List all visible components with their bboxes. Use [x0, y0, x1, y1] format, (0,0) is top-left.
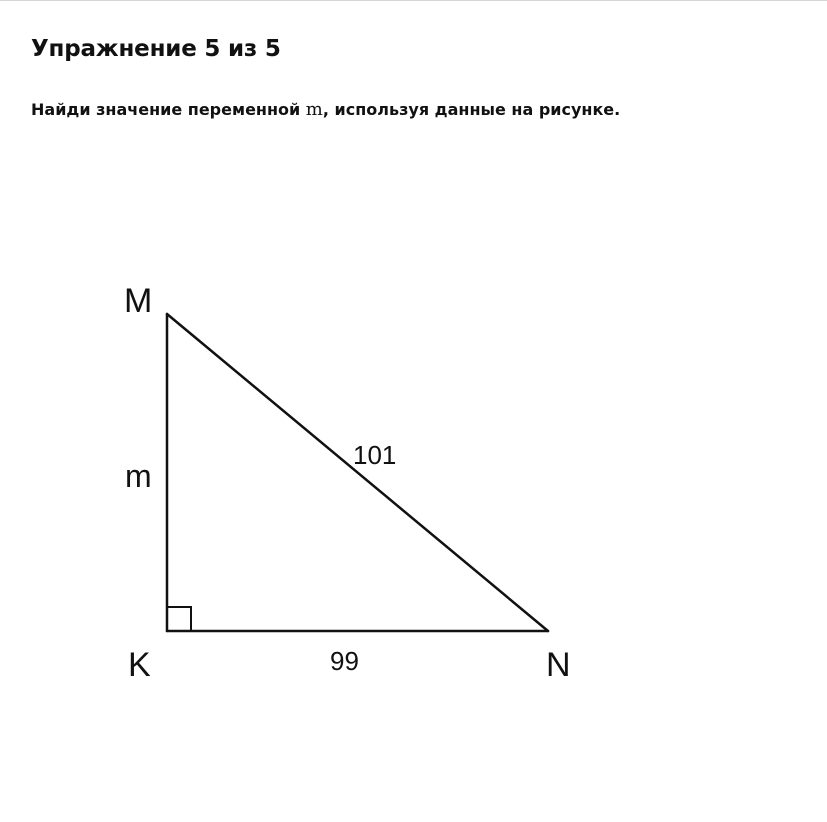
- vertex-label-k: K: [128, 646, 151, 684]
- side-label-mn: 101: [353, 440, 397, 470]
- vertex-label-n: N: [546, 646, 571, 684]
- side-label-mk: m: [125, 458, 152, 494]
- exercise-title: Упражнение 5 из 5: [31, 36, 281, 62]
- right-angle-marker: [167, 607, 191, 631]
- prompt-variable: m: [305, 99, 323, 120]
- vertex-label-m: M: [124, 282, 153, 320]
- prompt-text-after: , используя данные на рисунке.: [322, 100, 621, 119]
- side-label-kn: 99: [330, 646, 359, 676]
- prompt-text-before: Найди значение переменной: [31, 100, 306, 119]
- side-mn: [167, 314, 548, 631]
